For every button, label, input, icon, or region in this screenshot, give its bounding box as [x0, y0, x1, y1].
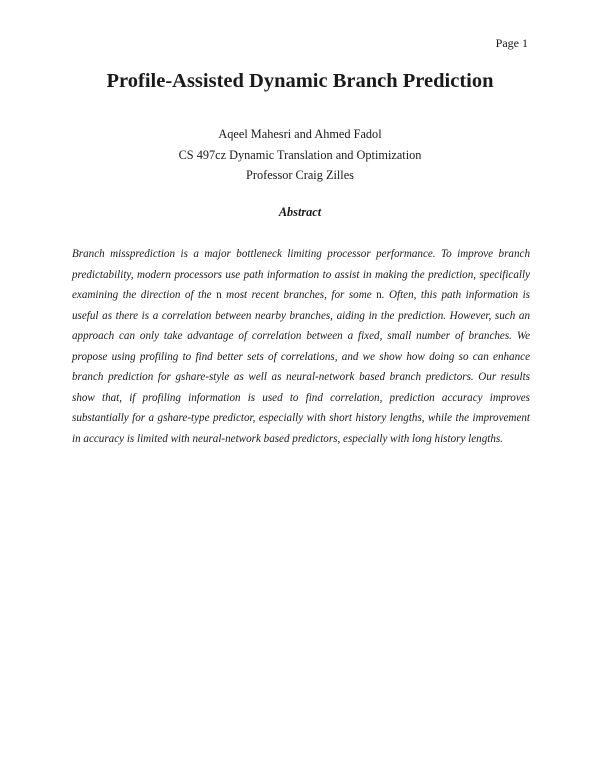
course: CS 497cz Dynamic Translation and Optimization [178, 147, 422, 162]
abstract-text-part-2: most recent branches, for some [221, 289, 377, 302]
paper-title: Profile-Assisted Dynamic Branch Prediction [106, 70, 494, 92]
author-block [0, 124, 600, 186]
abstract-text-part-1: Branch missprediction is a major bottleneck limiting processor performance. To improve branch predictability, modern processors use path information to assist in making the prediction, specifically examining the direction of the [72, 248, 530, 302]
abstract-heading: Abstract [278, 205, 322, 219]
professor: Professor Craig Zilles [246, 168, 354, 182]
page-number: Page 1 [495, 36, 528, 50]
abstract-variable-n: n [376, 289, 382, 302]
abstract-text-part-3: . Often, this path information is useful as there is a correlation between nearby branches, aiding in the prediction. However, such an approach can only take advantage of correlation between a fixed, small number of branches. We propose using profiling to find better sets of correlations, and we show how doing so can enhance branch prediction for gshare-style as well as neural-network based branch predictors. Our results show that, if profiling information is used to find correlation, prediction accuracy improves substantially for a gshare-type predictor, especially with short history lengths, while the improvement in accuracy is limited with neural-network based predictors, especially with long history lengths. [72, 289, 530, 445]
authors: Aqeel Mahesri and Ahmed Fadol [218, 127, 382, 141]
abstract-body [72, 244, 530, 449]
abstract-variable-n: n [216, 289, 222, 302]
